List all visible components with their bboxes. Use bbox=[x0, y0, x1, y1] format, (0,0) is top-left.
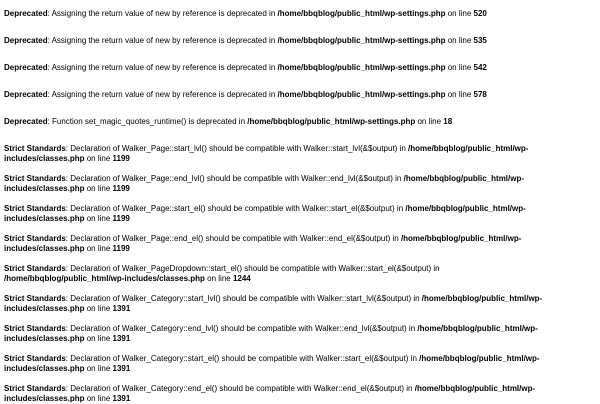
error-file: /home/bbqblog/public_html/wp-includes/classes.php bbox=[4, 384, 536, 403]
error-file: /home/bbqblog/public_html/wp-includes/classes.php bbox=[4, 294, 543, 313]
error-line-number: 535 bbox=[473, 36, 487, 45]
error-file: /home/bbqblog/public_html/wp-includes/classes.php bbox=[4, 354, 540, 373]
error-on-line: on line bbox=[445, 63, 474, 72]
error-on-line: on line bbox=[84, 334, 113, 343]
error-on-line: on line bbox=[84, 214, 113, 223]
error-on-line: on line bbox=[204, 274, 233, 283]
error-line-number: 1391 bbox=[112, 304, 131, 313]
error-level: Deprecated bbox=[4, 9, 48, 18]
error-text: : Declaration of Walker_Page::end_el() should be compatible with Walker::end_el(&$output) in bbox=[65, 234, 401, 243]
error-file: /home/bbqblog/public_html/wp-includes/classes.php bbox=[4, 274, 205, 283]
error-level: Strict Standards bbox=[4, 204, 66, 213]
error-text: : Assigning the return value of new by reference is deprecated in bbox=[47, 63, 278, 72]
error-file: /home/bbqblog/public_html/wp-includes/classes.php bbox=[4, 324, 538, 343]
error-file: /home/bbqblog/public_html/wp-includes/classes.php bbox=[4, 174, 525, 193]
error-message bbox=[4, 90, 544, 100]
error-level: Deprecated bbox=[4, 117, 48, 126]
error-line-number: 520 bbox=[473, 9, 487, 18]
error-file: /home/bbqblog/public_html/wp-settings.php bbox=[277, 9, 446, 18]
error-message bbox=[4, 174, 544, 194]
error-on-line: on line bbox=[84, 364, 113, 373]
error-file: /home/bbqblog/public_html/wp-settings.php bbox=[277, 36, 446, 45]
error-level: Deprecated bbox=[4, 63, 48, 72]
error-file: /home/bbqblog/public_html/wp-includes/classes.php bbox=[4, 144, 529, 163]
error-file: /home/bbqblog/public_html/wp-includes/classes.php bbox=[4, 204, 526, 223]
error-level: Strict Standards bbox=[4, 324, 66, 333]
error-line-number: 1391 bbox=[112, 334, 131, 343]
error-line-number: 1199 bbox=[112, 214, 130, 223]
error-text: : Declaration of Walker_Page::start_lvl() should be compatible with Walker::start_lvl(&$output) in bbox=[65, 144, 409, 153]
error-message bbox=[4, 264, 544, 284]
error-message bbox=[4, 63, 544, 73]
error-text: : Assigning the return value of new by reference is deprecated in bbox=[47, 36, 278, 45]
error-file: /home/bbqblog/public_html/wp-settings.php bbox=[277, 90, 446, 99]
error-text: : Assigning the return value of new by reference is deprecated in bbox=[47, 9, 278, 18]
error-text: : Declaration of Walker_PageDropdown::start_el() should be compatible with Walker::start_el(&$output) in bbox=[65, 264, 440, 273]
error-level: Deprecated bbox=[4, 36, 48, 45]
error-on-line: on line bbox=[84, 394, 113, 403]
error-message bbox=[4, 9, 544, 19]
error-level: Strict Standards bbox=[4, 294, 66, 303]
error-message bbox=[4, 234, 544, 254]
error-on-line: on line bbox=[84, 244, 113, 253]
error-file: /home/bbqblog/public_html/wp-includes/classes.php bbox=[4, 234, 522, 253]
error-line-number: 542 bbox=[473, 63, 487, 72]
error-level: Deprecated bbox=[4, 90, 48, 99]
error-on-line: on line bbox=[84, 154, 113, 163]
error-on-line: on line bbox=[84, 184, 113, 193]
error-on-line: on line bbox=[84, 304, 113, 313]
error-on-line: on line bbox=[445, 36, 474, 45]
error-text: : Declaration of Walker_Category::end_el() should be compatible with Walker::end_el(&$output) in bbox=[65, 384, 415, 393]
error-message bbox=[4, 294, 544, 314]
error-line-number: 1391 bbox=[112, 364, 131, 373]
error-line-number: 1199 bbox=[112, 154, 130, 163]
error-line-number: 1199 bbox=[112, 184, 130, 193]
error-line-number: 1391 bbox=[112, 394, 131, 403]
error-message bbox=[4, 117, 544, 127]
error-message bbox=[4, 324, 544, 344]
error-message bbox=[4, 36, 544, 46]
error-line-number: 1244 bbox=[232, 274, 251, 283]
error-text: : Declaration of Walker_Category::end_lvl() should be compatible with Walker::end_lvl(&$output) in bbox=[65, 324, 418, 333]
error-line-number: 1199 bbox=[112, 244, 130, 253]
error-level: Strict Standards bbox=[4, 354, 66, 363]
error-level: Strict Standards bbox=[4, 384, 66, 393]
error-level: Strict Standards bbox=[4, 264, 66, 273]
error-message bbox=[4, 384, 544, 404]
error-on-line: on line bbox=[415, 117, 444, 126]
error-message bbox=[4, 144, 544, 164]
error-text: : Function set_magic_quotes_runtime() is deprecated in bbox=[47, 117, 248, 126]
error-message bbox=[4, 354, 544, 374]
error-text: : Declaration of Walker_Page::end_lvl() should be compatible with Walker::end_lvl(&$output) in bbox=[65, 174, 404, 183]
error-file: /home/bbqblog/public_html/wp-settings.php bbox=[247, 117, 416, 126]
error-level: Strict Standards bbox=[4, 174, 66, 183]
error-text: : Assigning the return value of new by reference is deprecated in bbox=[47, 90, 278, 99]
error-on-line: on line bbox=[445, 9, 474, 18]
error-file: /home/bbqblog/public_html/wp-settings.php bbox=[277, 63, 446, 72]
error-line-number: 18 bbox=[443, 117, 453, 126]
error-text: : Declaration of Walker_Category::start_lvl() should be compatible with Walker::start_lvl(&$output) in bbox=[65, 294, 422, 303]
error-message bbox=[4, 204, 544, 224]
error-line-number: 578 bbox=[473, 90, 487, 99]
error-level: Strict Standards bbox=[4, 234, 66, 243]
error-text: : Declaration of Walker_Category::start_el() should be compatible with Walker::start_el(&$output) in bbox=[65, 354, 420, 363]
error-text: : Declaration of Walker_Page::start_el() should be compatible with Walker::start_el(&$output) in bbox=[65, 204, 406, 213]
error-on-line: on line bbox=[445, 90, 474, 99]
error-level: Strict Standards bbox=[4, 144, 66, 153]
